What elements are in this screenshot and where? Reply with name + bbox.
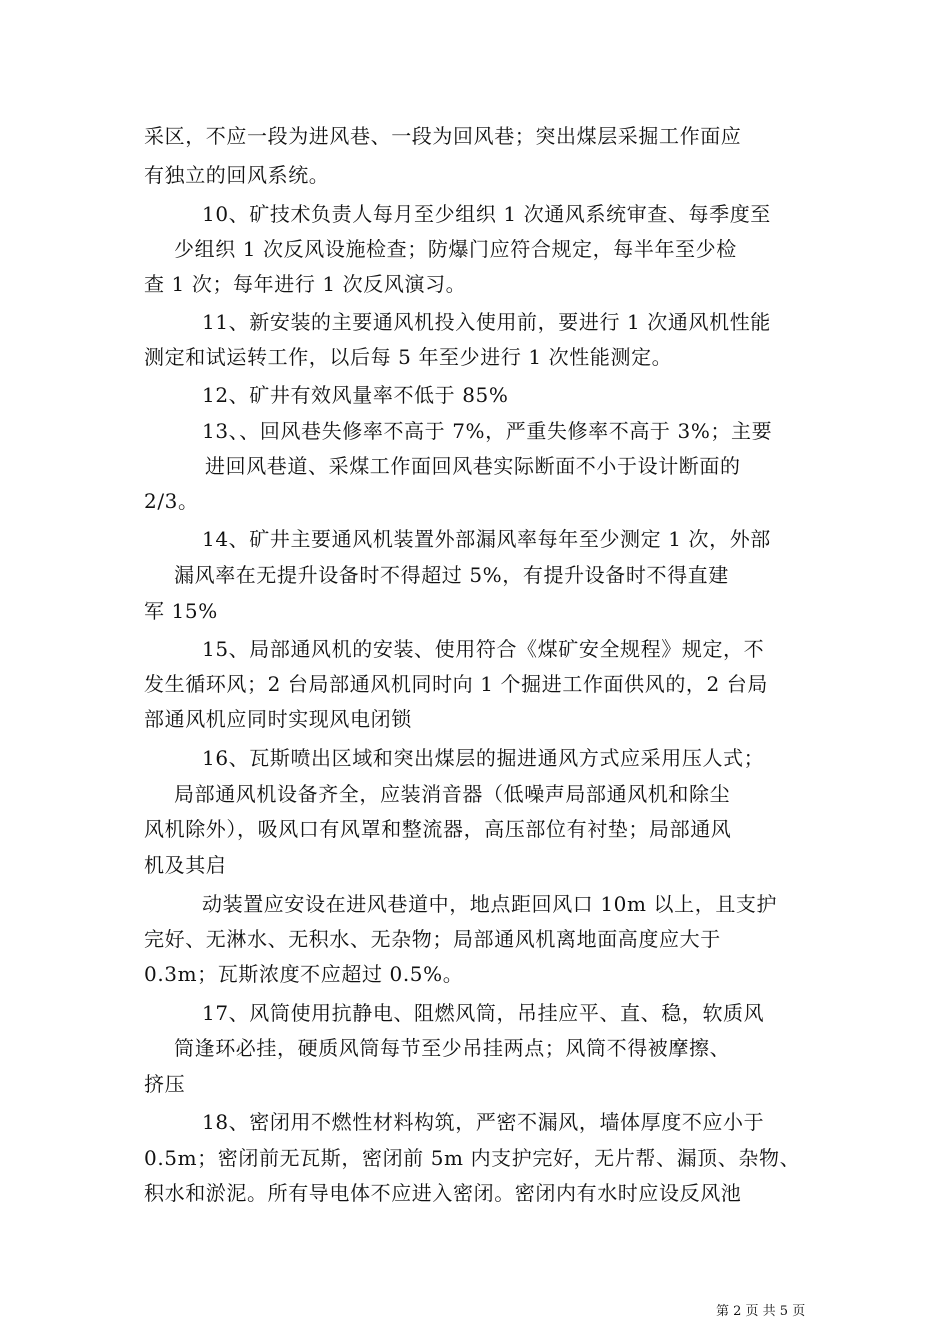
text-line: 动装置应安设在进风巷道中，地点距回风口 10m 以上，且支护 [202,892,778,916]
text-line: 测定和试运转工作，以后每 5 年至少进行 1 次性能测定。 [144,345,673,369]
text-line: 局部通风机设备齐全，应装消音器（低噪声局部通风机和除尘 [174,782,731,806]
text-line: 15、局部通风机的安装、使用符合《煤矿安全规程》规定，不 [202,637,765,661]
text-line: 0.5m；密闭前无瓦斯，密闭前 5m 内支护完好，无片帮、漏顶、杂物、 [144,1146,801,1170]
text-line: 查 1 次；每年进行 1 次反风演习。 [144,272,467,296]
text-line: 完好、无淋水、无积水、无杂物；局部通风机离地面高度应大于 [144,927,721,951]
text-line: 采区，不应一段为进风巷、一段为回风巷；突出煤层采掘工作面应 [144,124,742,148]
text-line: 漏风率在无提升设备时不得超过 5%，有提升设备时不得直建 [174,563,729,587]
text-line: 筒逢环必挂，硬质风筒每节至少吊挂两点；风筒不得被摩擦、 [174,1036,731,1060]
text-line: 13、、回风巷失修率不高于 7%，严重失修率不高于 3%；主要 [202,419,773,443]
text-line: 10、矿技术负责人每月至少组织 1 次通风系统审查、每季度至 [202,202,771,226]
text-line: 16、瓦斯喷出区域和突出煤层的掘进通风方式应采用压人式； [202,746,765,770]
text-line: 14、矿井主要通风机装置外部漏风率每年至少测定 1 次，外部 [202,527,771,551]
text-line: 机及其启 [144,853,227,877]
text-line: 0.3m；瓦斯浓度不应超过 0.5%。 [144,962,464,986]
text-line: 11、新安装的主要通风机投入使用前，要进行 1 次通风机性能 [202,310,771,334]
text-line: 2/3。 [144,489,199,513]
text-line: 有独立的回风系统。 [144,163,330,187]
text-line: 18、密闭用不燃性材料构筑，严密不漏风，墙体厚度不应小于 [202,1110,765,1134]
text-line: 17、风筒使用抗静电、阻燃风筒，吊挂应平、直、稳，软质风 [202,1001,765,1025]
text-line: 12、矿井有效风量率不低于 85% [202,383,509,407]
text-line: 挤压 [144,1072,186,1096]
text-line: 发生循环风；2 台局部通风机同时向 1 个掘进工作面供风的，2 台局 [144,672,769,696]
text-line: 积水和淤泥。所有导电体不应进入密闭。密闭内有水时应设反风池 [144,1181,742,1205]
text-line: 部通风机应同时实现风电闭锁 [144,707,412,731]
text-line: 风机除外），吸风口有风罩和整流器，高压部位有衬垫；局部通风 [144,817,732,841]
text-line: 进回风巷道、采煤工作面回风巷实际断面不小于设计断面的 [205,454,741,478]
page-number: 第 2 页 共 5 页 [716,1304,806,1319]
text-line: 军 15% [144,599,218,623]
text-line: 少组织 1 次反风设施检查；防爆门应符合规定，每半年至少检 [174,237,737,261]
